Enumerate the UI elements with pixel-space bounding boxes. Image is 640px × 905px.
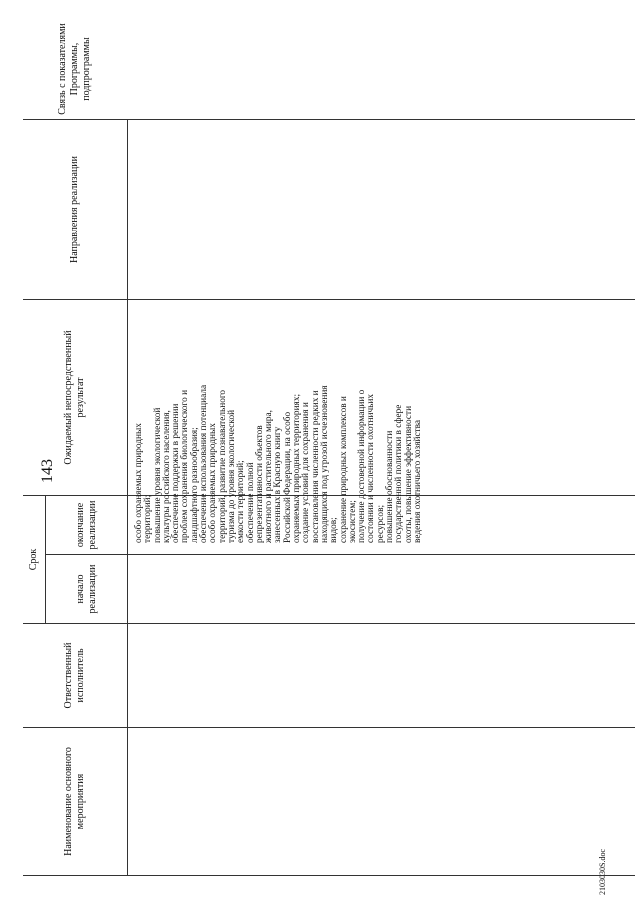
- header-directions: Направления реализации: [69, 156, 80, 264]
- result-line: обеспечение поддержки в решении: [171, 403, 182, 543]
- result-line: Российской Федерации, на особо: [282, 411, 293, 543]
- result-line: государственной политики в сфере: [394, 404, 405, 543]
- result-line: охоты, повышение эффективности: [403, 405, 414, 543]
- result-line: особо охраняемых природных: [208, 423, 219, 543]
- result-line: получение достоверной информации о: [357, 389, 368, 543]
- result-line: восстановления численности редких и: [310, 390, 321, 543]
- result-line: территорий;: [143, 494, 154, 543]
- result-line: животного и растительного мира,: [264, 410, 275, 543]
- result-line: территорий, развитие познавательного: [217, 389, 228, 543]
- result-line: емкости территорий;: [236, 460, 247, 543]
- column-divider: [45, 554, 635, 555]
- header-term: Срок: [28, 548, 39, 571]
- result-line: проблем сохранения биологического и: [180, 389, 191, 543]
- result-line: занесенных в Красную книгу: [273, 426, 284, 543]
- result-line: ресурсов;: [375, 504, 386, 543]
- result-line: повышение обоснованности: [385, 430, 396, 543]
- result-line: ландшафтного разнообразия;: [189, 427, 200, 543]
- result-line: особо охраняемых природных: [134, 423, 144, 543]
- result-line: туризма до уровня экологической: [226, 409, 237, 543]
- header-start: начало реализации: [74, 564, 98, 614]
- expected-result-text: [135, 301, 423, 543]
- result-line: состоянии и численности охотничьих: [366, 393, 377, 543]
- header-name: Наименование основного мероприятия: [63, 747, 86, 856]
- document-id: 2103030S.doc: [598, 849, 607, 895]
- result-line: сохранение природных комплексов и: [338, 396, 349, 543]
- header-end: окончание реализации: [74, 500, 98, 550]
- result-line: ведения охотничьего хозяйства: [412, 419, 423, 543]
- table-border-left: [23, 875, 635, 876]
- header-executor: Ответственный исполнитель: [63, 642, 86, 709]
- result-line: повышение уровня экологической: [152, 407, 163, 543]
- page-number: 143: [39, 459, 56, 483]
- result-line: находящихся под угрозой исчезновения: [319, 385, 330, 543]
- header-result: Ожидаемый непосредственный результат: [63, 330, 86, 465]
- result-line: обеспечение полной: [245, 462, 256, 543]
- result-line: обеспечение использования потенциала: [199, 384, 210, 543]
- result-line: репрезентативности объектов: [254, 425, 265, 543]
- header-link: Связь с показателями Программы, подпрограммы: [57, 23, 92, 115]
- result-line: экосистем;: [347, 500, 358, 543]
- header-divider: [127, 120, 128, 876]
- result-line: создание условий для сохранения и: [301, 402, 312, 543]
- result-line: культуры российского населения,: [161, 410, 172, 543]
- result-line: охраняемых природных территориях;: [292, 393, 303, 543]
- result-line: видов;: [329, 517, 340, 543]
